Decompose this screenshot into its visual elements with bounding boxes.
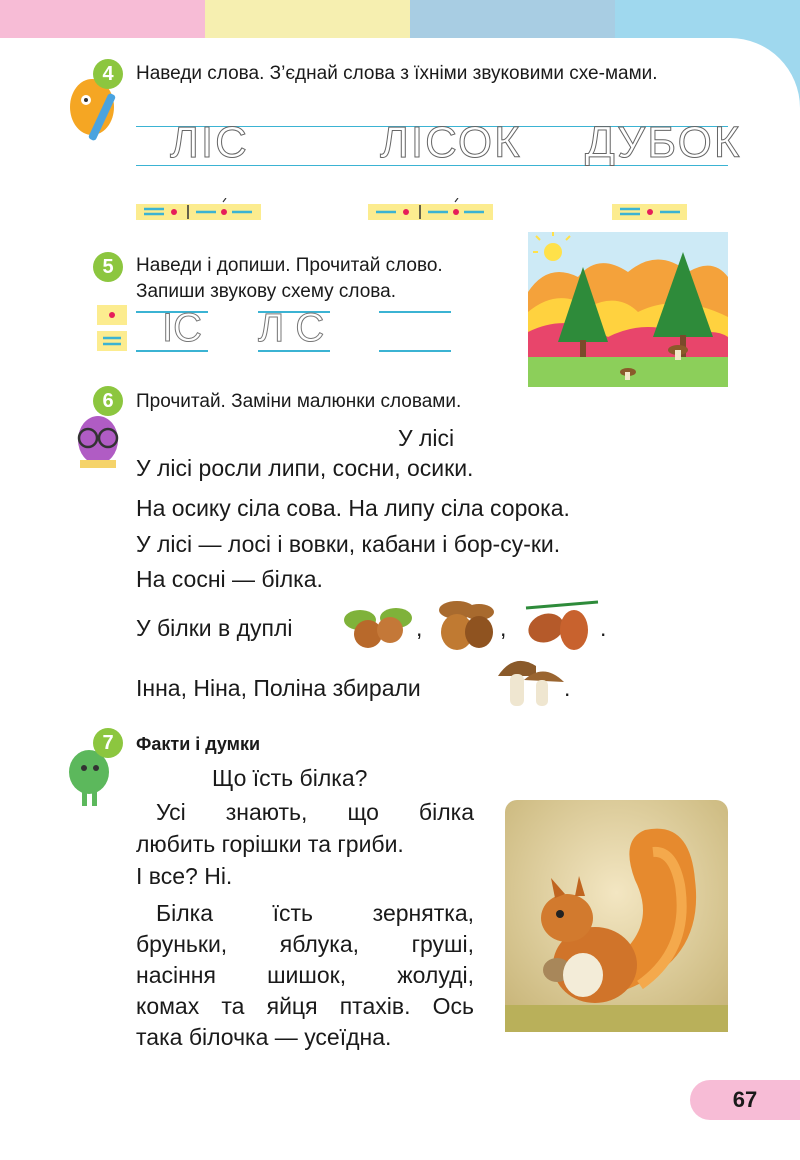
para2-line: насіння шишок, жолуді, (136, 962, 474, 988)
top-band-yellow (205, 0, 410, 40)
sound-scheme-3 (612, 198, 687, 224)
mushroom-icon (494, 652, 566, 710)
story-line-1: У лісі росли липи, сосни, осики. (136, 455, 474, 481)
squirrel-photo (505, 800, 728, 1032)
box3-bottom-line (379, 350, 451, 352)
exercise-4-instruction: Наведи слова. З’єднай слова з їхніми звуковими схе-мами. (136, 63, 658, 84)
pine-cone-icon (518, 598, 602, 654)
top-band-pink (0, 0, 205, 40)
forest-illustration (528, 232, 728, 387)
dotted-word-3: ДУБОК (585, 118, 742, 167)
text-paragraph-2 (136, 898, 474, 1053)
dotted-word-2: ЛІСОК (380, 118, 522, 167)
exercise-6-number: 6 (93, 386, 123, 416)
exercise-5-instruction-line1: Наведи і допиши. Прочитай слово. (136, 255, 443, 276)
story-line-2: На осику сіла сова. На липу сіла сорока. (136, 495, 570, 521)
story-title: У лісі (398, 425, 455, 451)
exercise-6-instruction: Прочитай. Заміни малюнки словами. (136, 391, 462, 412)
comma-2: , (500, 615, 507, 641)
box2-letters: Л С (258, 306, 325, 350)
comma-1: , (416, 615, 423, 641)
box3-top-line (379, 311, 451, 313)
top-band-blue (410, 0, 615, 40)
scheme-legend (97, 303, 133, 355)
period-1: . (600, 615, 607, 641)
text-paragraph-1 (136, 796, 474, 892)
dotted-word-1: ЛІС (170, 118, 249, 167)
period-2: . (564, 675, 571, 701)
para2-line: бруньки, яблука, груші, (136, 931, 474, 957)
story-line-3: У лісі — лосі і вовки, кабани і бор-су-ки. (136, 531, 561, 557)
exercise-7-heading: Факти і думки (136, 734, 261, 754)
story-line-6: Інна, Ніна, Поліна збирали (136, 675, 421, 701)
acorn-icon (433, 598, 499, 654)
exercise-7-number: 7 (93, 728, 123, 758)
story-line-4: На сосні — білка. (136, 566, 323, 592)
para1-line: І все? Ні. (136, 863, 233, 889)
page-number: 67 (690, 1080, 800, 1120)
para1-line: Усі знають, що білка (156, 799, 474, 825)
hazelnut-icon (340, 598, 416, 654)
para2-line: комах та яйця птахів. Ось (136, 993, 474, 1019)
mascot-glasses-icon (70, 408, 126, 474)
exercise-5-instruction-line2: Запиши звукову схему слова. (136, 281, 397, 302)
story-line-5: У білки в дуплі (136, 615, 293, 641)
box1-letters: ІС (162, 306, 202, 350)
para2-line: така білочка — усеїдна. (136, 1024, 392, 1050)
text-title: Що їсть білка? (212, 765, 368, 791)
exercise-4-number: 4 (93, 59, 123, 89)
sound-scheme-1 (136, 198, 261, 224)
exercise-5-number: 5 (93, 252, 123, 282)
para1-line: любить горішки та гриби. (136, 831, 404, 857)
sound-scheme-2 (368, 198, 493, 224)
para2-line: Білка їсть зернятка, (156, 900, 474, 926)
